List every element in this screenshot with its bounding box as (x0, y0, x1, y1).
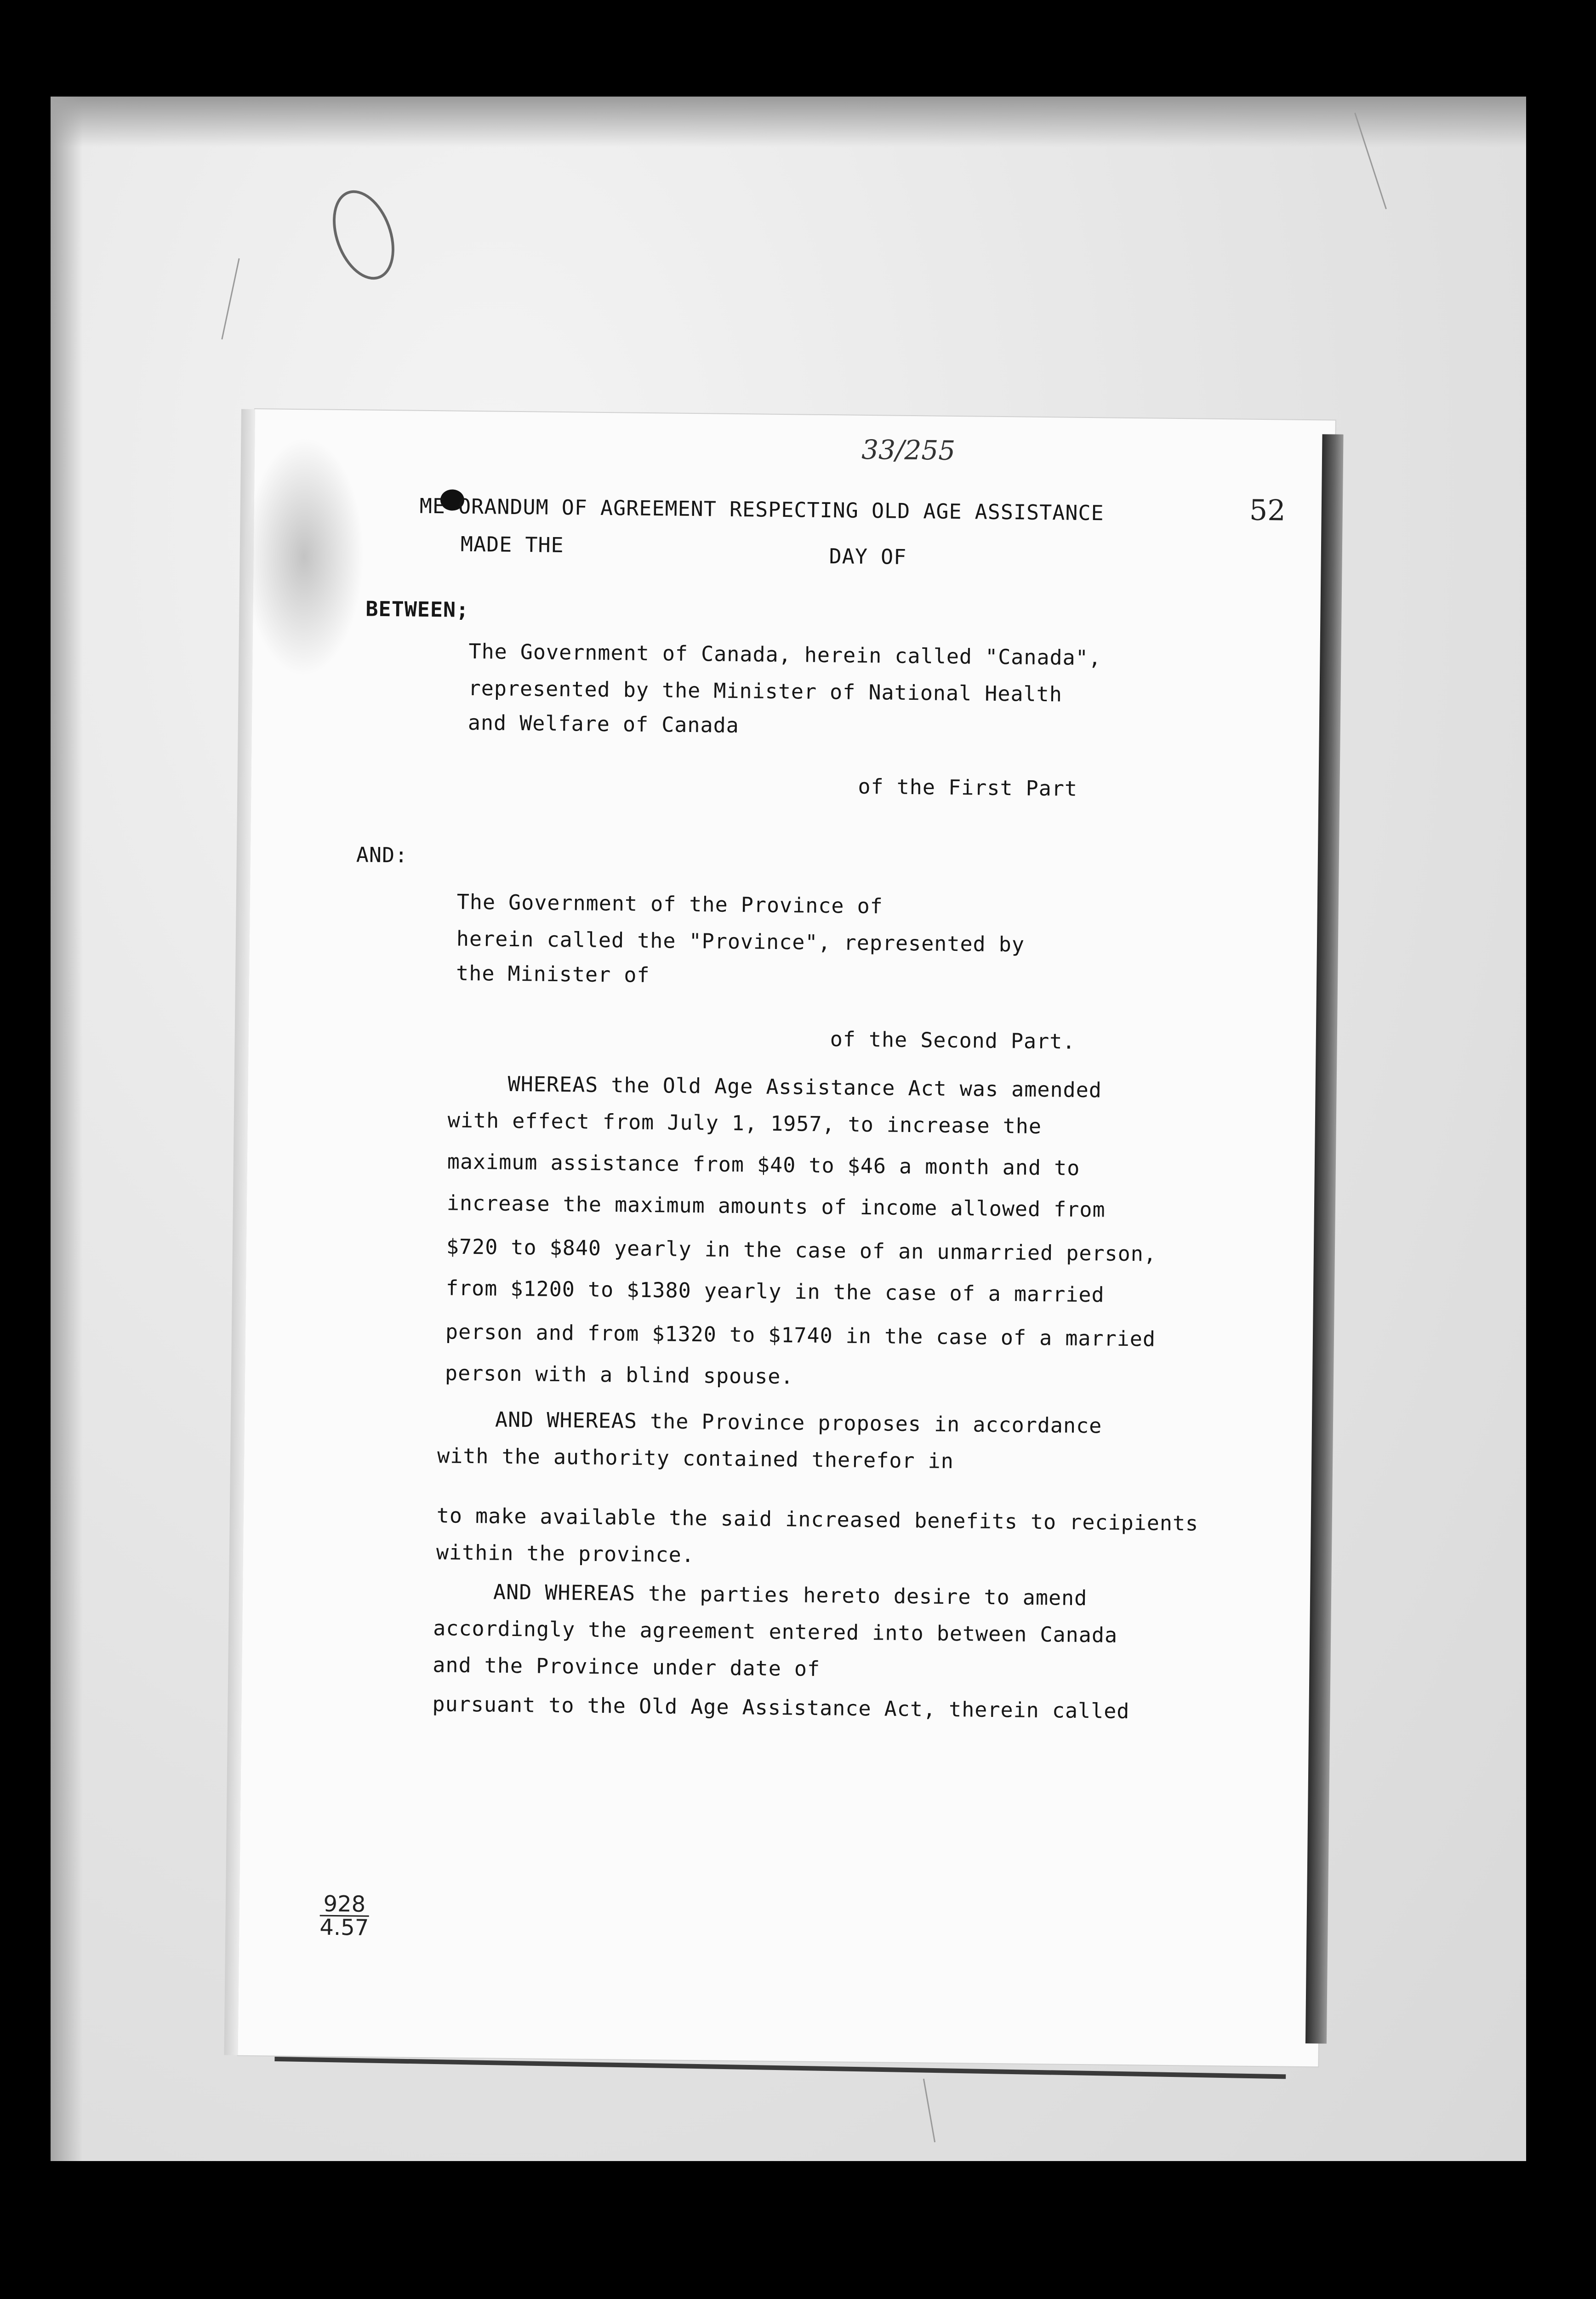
scan-smudge (243, 437, 365, 677)
and-label: AND: (356, 842, 408, 868)
form-code-date: 4.57 (319, 1914, 369, 1941)
party2-line2: herein called the "Province", represented by (456, 926, 1025, 957)
whereas3-line: pursuant to the Old Age Assistance Act, therein called (432, 1692, 1130, 1724)
form-code-number: 928 (323, 1891, 366, 1917)
whereas2-line: with the authority contained therefor in (437, 1443, 954, 1474)
handwritten-reference: 33/255 (861, 434, 956, 466)
document-page (238, 409, 1335, 2066)
form-code (319, 1893, 369, 1939)
whereas2-line: within the province. (436, 1540, 695, 1567)
whereas1-line: with effect from July 1, 1957, to increase the (447, 1108, 1042, 1139)
whereas2-line: AND WHEREAS the Province proposes in accordance (495, 1407, 1102, 1438)
whereas1-line: person and from $1320 to $1740 in the case of a married (445, 1319, 1156, 1351)
scan-shadow-top (51, 97, 1526, 147)
scan-shadow-left (51, 97, 83, 2161)
between-label: BETWEEN; (365, 596, 469, 622)
whereas1-line: increase the maximum amounts of income allowed from (446, 1190, 1106, 1222)
party1-part: of the First Part (858, 774, 1078, 801)
whereas1-line: maximum assistance from $40 to $46 a month and to (447, 1149, 1080, 1180)
title-line: ME ORANDUM OF AGREEMENT RESPECTING OLD AGE ASSISTANCE (419, 493, 1104, 526)
whereas1-line: WHEREAS the Old Age Assistance Act was amended (507, 1071, 1102, 1103)
page-number: 52 (1249, 493, 1286, 527)
party2-part: of the Second Part. (830, 1027, 1076, 1054)
party1-line1: The Government of Canada, herein called "Canada", (468, 639, 1102, 670)
whereas1-line: person with a blind spouse. (445, 1361, 794, 1389)
whereas3-line: AND WHEREAS the parties hereto desire to amend (493, 1579, 1088, 1611)
whereas1-line: from $1200 to $1380 yearly in the case of a married (445, 1275, 1105, 1307)
day-of-label: DAY OF (829, 544, 907, 569)
party2-line3: the Minister of (456, 961, 650, 988)
whereas1-line: $720 to $840 yearly in the case of an unmarried person, (446, 1234, 1157, 1266)
whereas3-line: and the Province under date of (433, 1653, 821, 1681)
whereas2-line: to make available the said increased benefits to recipients (436, 1503, 1199, 1536)
whereas3-line: accordingly the agreement entered into between Canada (433, 1616, 1118, 1647)
made-the-label: MADE THE (460, 532, 564, 558)
party1-line2: represented by the Minister of National Health (468, 675, 1063, 707)
party2-line1: The Government of the Province of (456, 889, 884, 919)
party1-line3: and Welfare of Canada (467, 710, 740, 738)
